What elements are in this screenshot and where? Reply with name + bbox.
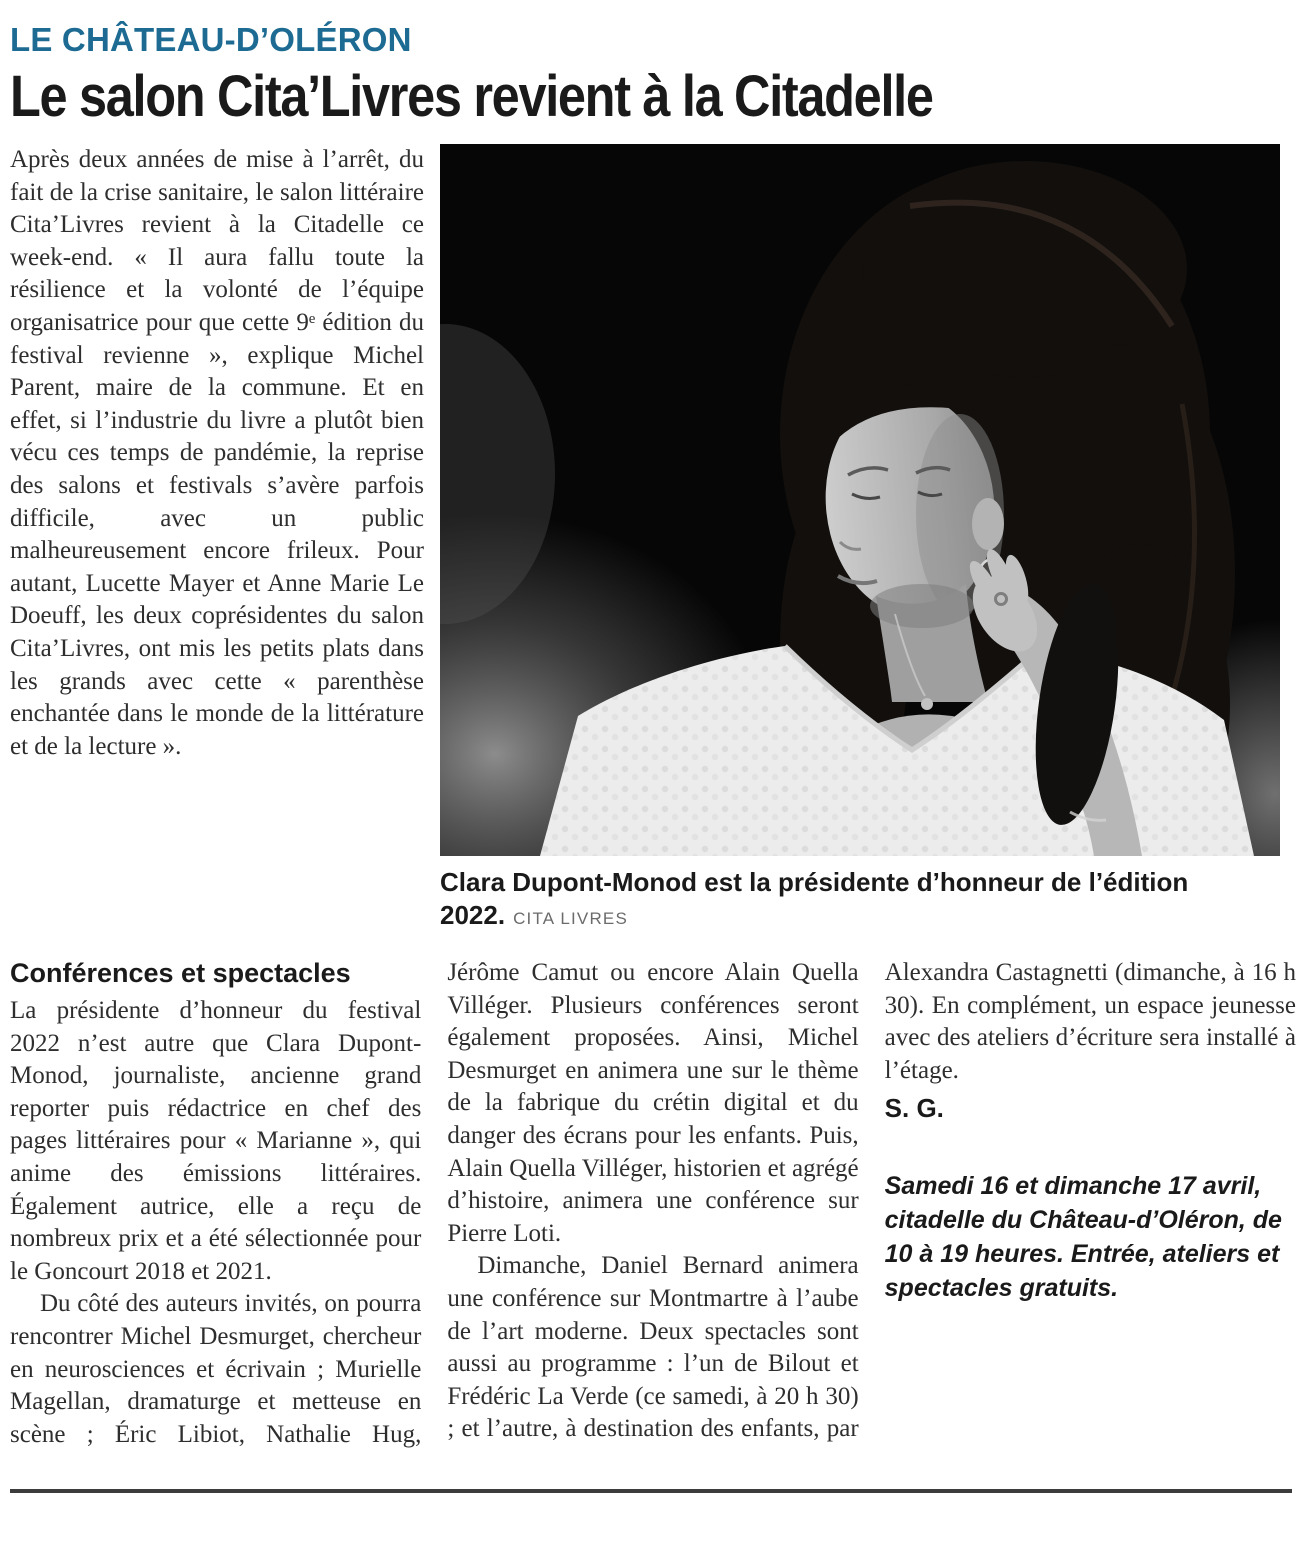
byline: S. G. — [884, 1093, 944, 1124]
lead-paragraph: Après deux années de mise à l’arrêt, du fait de la crise sanitaire, le salon littéraire Cita’Livres revient à la Citadelle ce week-end. « Il aura fallu toute la résilience et la volonté de l’équipe organisatrice pour que cette 9ᵉ édition du festival revienne », explique Michel Parent, maire de la commune. Et en effet, si l’industrie du livre a plutôt bien vécu ces temps de pandémie, la reprise des salons et festivals s’avère parfois difficile, avec un public malheureusement encore frileux. Pour autant, Lucette Mayer et Anne Marie Le Doeuff, les deux coprésidentes du salon Cita’Livres, ont mis les petits plats dans les grands avec cette « parenthèse enchantée dans le monde de la littérature et de la lecture ». — [10, 146, 424, 760]
lead-column — [10, 144, 424, 763]
photo-caption — [440, 866, 1280, 935]
bottom-divider — [10, 1489, 1292, 1493]
body-paragraph-2: Du côté des auteurs invités, on pourra rencontrer Michel Desmurget, chercheur en neurosciences et écrivain ; Murielle Magellan, dramaturge et metteuse en scène ; Éric Libiot, Nathalie Hug, Jérôme Camut ou encore Alain Quella Villéger. Plusieurs conférences seront également proposées. Ainsi, Michel Desmurget en animera une sur le thème de la fabrique du crétin digital et du danger des écrans pour les enfants. Puis, Alain Quella Villéger, historien et agrégé d’histoire, animera une conférence sur Pierre Loti. — [10, 959, 859, 1448]
top-section — [10, 144, 1296, 935]
portrait-photo — [440, 144, 1280, 856]
photo-caption-text: Clara Dupont-Monod est la présidente d’honneur de l’édition 2022. — [440, 867, 1189, 930]
body-paragraph-3: Dimanche, Daniel Bernard animera une conférence sur Montmartre à l’aube de l’art moderne. Deux spectacles sont aussi au programme : l’un de Bilout et Frédéric La Verde (ce samedi, à 20 h 30) ; et l’autre, à destination des enfants, par Alexandra Castagnetti (dimanche, à 16 h 30). En complément, un espace jeunesse avec des ateliers d’écriture sera installé à l’étage. — [447, 959, 1296, 1443]
kicker: LE CHÂTEAU-D’OLÉRON — [10, 21, 412, 58]
body-paragraph-1: La présidente d’honneur du festival 2022 n’est autre que Clara Dupont-Monod, journaliste, ancienne grand reporter puis rédactrice en chef des pages littéraires pour « Marianne », qui anime des émissions littéraires. Également autrice, elle a reçu de nombreux prix et a été sélectionnée pour le Goncourt 2018 et 2021. — [10, 997, 422, 1285]
event-info-footnote: Samedi 16 et dimanche 17 avril, citadelle du Château-d’Oléron, de 10 à 19 heures. Entrée, ateliers et spectacles gratuits. — [884, 1171, 1282, 1302]
headline: Le salon Cita’Livres revient à la Citadelle — [10, 64, 933, 129]
bottom-columns — [10, 957, 1296, 1473]
section-subhead: Conférences et spectacles — [10, 958, 351, 988]
article-photo-figure — [440, 144, 1280, 935]
photo-credit: CITA LIVRES — [513, 909, 628, 928]
